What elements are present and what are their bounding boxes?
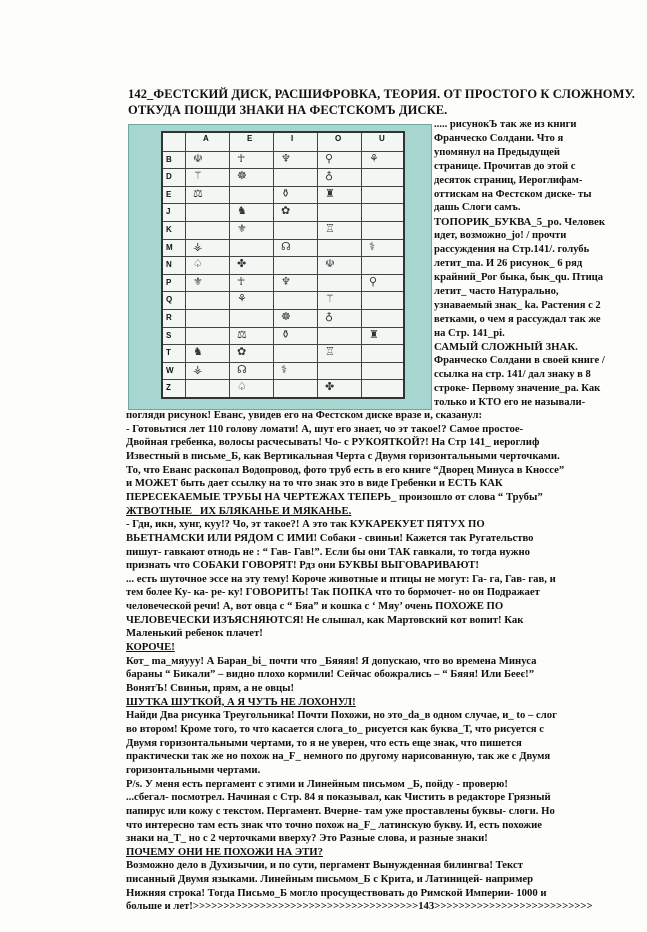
grid-row-line — [163, 186, 403, 187]
right-column-line: ссылка на стр. 141/ дал знаку в 8 — [434, 369, 591, 381]
right-column-line: на Стр. 141_pi. — [434, 327, 505, 339]
grid-column-label: U — [379, 134, 385, 143]
grid-row-line — [163, 309, 403, 310]
grid-column-line — [317, 133, 318, 397]
hieroglyph-icon: ⚶ — [193, 363, 203, 376]
hieroglyph-icon: ⚖ — [237, 328, 247, 341]
body-text-line: больше и лет!>>>>>>>>>>>>>>>>>>>>>>>>>>>>>>>>>>>>>143>>>>>>>>>>>>>>>>>>>>>>>>>> — [126, 900, 593, 913]
right-column-line: строке- Первому значение_ра. Как — [434, 383, 601, 395]
hieroglyph-icon: ♤ — [193, 258, 203, 271]
body-text-line: ВЬЕТНАМСКИ ИЛИ РЯДОМ С ИМИ! Собаки - свиньи! Кажется так Ругательство — [126, 531, 534, 544]
body-text-line: ЧЕЛОВЕЧЕСКИ ИЗЪЯСНЯЮТСЯ! Не слышал, как Мартовский кот вопит! Как — [126, 613, 524, 626]
body-text-line: ...сбегал- посмотрел. Начиная с Стр. 84 я показывал, как Чистить в редакторе Грязный — [126, 791, 551, 804]
grid-row-line — [163, 239, 403, 240]
syllable-grid-figure — [128, 124, 432, 410]
hieroglyph-icon: ♜ — [325, 187, 335, 200]
right-column-line: Франческо Солдани в своей книге / — [434, 355, 605, 367]
right-column-line: Франческо Солдани. Что я — [434, 132, 564, 144]
body-text-line: писанный Двумя языками. Линейным письмом_Б с Крита, и Латиницей- например — [126, 873, 534, 886]
grid-row-label: T — [166, 348, 171, 358]
body-text-line: P/s. У меня есть пергамент с этими и Линейным письмом _Б, пойду - проверю! — [126, 777, 508, 790]
grid-row-label: B — [166, 154, 172, 164]
hieroglyph-icon: ⚱ — [281, 187, 291, 200]
grid-column-line — [229, 133, 230, 397]
body-text-line: человеческой речи! А, вот овца с “ Бяа” и кошка с ‘ Мяу’ очень ПОХОЖЕ ПО — [126, 600, 504, 613]
body-text-line: бараны “ Бикали” – видно плохо кормили! Сейчас обожрались – “ Бяяя! Или Бееє!” — [126, 668, 535, 681]
hieroglyph-icon: ⚚ — [193, 170, 203, 183]
body-text-line: Известный в письме_Б, как Вертикальная Черта с Двумя горизонтальными черточками. — [126, 449, 560, 462]
body-text-line: ВонятЪ! Свиньи, прям, а не овцы! — [126, 682, 295, 694]
grid-column-label: E — [247, 134, 253, 143]
hieroglyph-icon: ⚲ — [369, 275, 378, 288]
grid-column-label: I — [291, 134, 294, 143]
right-column-line: летит_ часто Натурально, — [434, 285, 559, 297]
body-text-line: - Готовьтися лет 110 голову ломати! А, шут его знает, чо эт такое!? Самое простое- — [126, 422, 524, 435]
hieroglyph-icon: ✿ — [237, 346, 247, 359]
right-column-line: узнаваемый знак_ ka. Растения с 2 — [434, 299, 601, 311]
right-column-line: упомянул на Предыдущей — [434, 146, 560, 158]
body-text-line: Маленький ребенок плачет! — [126, 627, 263, 640]
body-text-line: То, что Еванс раскопал Водопровод, фото труб есть в его книге “Дворец Минуса в Кноссе” — [126, 463, 565, 476]
grid-row-label: W — [166, 365, 174, 375]
grid-row-line — [163, 168, 403, 169]
right-column-line: ветками, о чем я рассуждал так же — [434, 313, 601, 325]
grid-row-line — [163, 203, 403, 204]
hieroglyph-icon: ☫ — [325, 258, 335, 271]
right-column-line: оттискам на Фестском диске- ты — [434, 188, 592, 200]
hieroglyph-icon: ⚶ — [193, 240, 203, 253]
right-column-line: рассуждения на Стр.141/. голубь — [434, 244, 590, 256]
grid-column-line — [361, 133, 362, 397]
body-text-line: ... есть шуточное эссе на эту тему! Короче животные и птицы не могут: Га- га, Гав- гав, и — [126, 572, 556, 585]
body-text-line: Кот_ ma_мяууу! А Баран_bi_ почти что _Бяяяя! Я допускаю, что во времена Минуса — [126, 654, 537, 667]
hieroglyph-icon: ⚱ — [281, 328, 291, 341]
body-text-line: признать что СОБАКИ ГОВОРЯТ! Рдз они БУКВЫ ВЫГОВАРИВАЮТ! — [126, 559, 479, 572]
body-text-line: ПЕРЕСЕКАЕМЫЕ ТРУБЫ НА ЧЕРТЕЖАХ ТЕПЕРЬ_ произошло от слова “ Трубы” — [126, 490, 543, 503]
grid-row-label: Z — [166, 383, 171, 393]
body-text-line: КОРОЧЕ! — [126, 641, 175, 654]
hieroglyph-icon: ☊ — [281, 240, 291, 253]
grid-column-label: A — [203, 134, 209, 143]
grid-column-line — [185, 133, 186, 397]
grid-row-line — [163, 291, 403, 292]
syllable-grid-table — [161, 131, 405, 399]
grid-row-label: D — [166, 172, 172, 182]
hieroglyph-icon: ⚚ — [325, 293, 335, 306]
body-text-line: тем более Ку- ка- ре- ку! ГОВОРИТЬ! Так ПОПКА что то бормочет- но он Подражает — [126, 586, 540, 599]
grid-row-label: K — [166, 225, 172, 234]
hieroglyph-icon: ♆ — [281, 152, 291, 165]
grid-row-label: S — [166, 330, 172, 340]
hieroglyph-icon: ♁ — [325, 311, 334, 323]
right-column-line: только и КТО его не называли- — [434, 397, 586, 408]
hieroglyph-icon: ♞ — [193, 346, 203, 359]
right-column-line: САМЫЙ СЛОЖНЫЙ ЗНАК. — [434, 341, 578, 354]
body-text-line: практически так же но похож на_F_ немного по другому нарисованную, так же с Двумя — [126, 750, 551, 763]
hieroglyph-icon: ⚕ — [281, 363, 287, 376]
body-text-line: Двумя горизонтальными чертами, то я не уверен, что есть еще знак, что пишется — [126, 736, 522, 749]
body-text-line: Двойная гребенка, волосы расчесывать! Чо- с РУКОЯТКОЙ?! На Стр 141_ иероглиф — [126, 436, 540, 449]
grid-row-label: N — [166, 260, 172, 270]
hieroglyph-icon: ♖ — [325, 223, 335, 235]
grid-row-label: Q — [166, 295, 173, 305]
grid-row-label: R — [166, 313, 172, 322]
hieroglyph-icon: ♜ — [369, 328, 379, 341]
grid-row-line — [163, 256, 403, 257]
hieroglyph-icon: ☥ — [237, 275, 246, 288]
grid-row-line — [163, 151, 403, 152]
right-column-line: десяток страниц, Иероглифам- — [434, 174, 583, 186]
grid-row-label: J — [166, 207, 171, 217]
hieroglyph-icon: ✤ — [325, 381, 335, 394]
body-text-line: ШУТКА ШУТКОЙ, А Я ЧУТЬ НЕ ЛОХОНУЛ! — [126, 695, 356, 708]
grid-row-label: P — [166, 277, 172, 287]
body-text-line: Нижняя строка! Тогда Письмо_Б могло просуществовать до Римской Империи- 1000 и — [126, 886, 547, 899]
body-text-line: ПОЧЕМУ ОНИ НЕ ПОХОЖИ НА ЭТИ? — [126, 845, 323, 858]
grid-row-line — [163, 362, 403, 363]
hieroglyph-icon: ☊ — [237, 363, 247, 376]
body-text-line: Найди Два рисунка Треугольника! Почти Похожи, но это_da_в одном случае, и_ to – слог — [126, 709, 557, 722]
grid-row-line — [163, 379, 403, 380]
right-column-line: ..... рисунокЪ так же из книги — [434, 119, 577, 130]
page-heading-line-1: 142_ФЕСТСКИЙ ДИСК, РАСШИФРОВКА, ТЕОРИЯ. ОТ ПРОСТОГО К СЛОЖНОМУ. — [128, 87, 635, 101]
hieroglyph-icon: ⚕ — [369, 240, 375, 253]
grid-row-line — [163, 344, 403, 345]
grid-row-label: M — [166, 242, 173, 252]
hieroglyph-icon: ☫ — [193, 152, 203, 165]
body-text-line: папирус или кожу с текстом. Пергамент. Вчерне- там уже проставлены буквы- слоги. Но — [126, 804, 555, 817]
right-column-line: странице. Прочитав до этой с — [434, 160, 576, 172]
hieroglyph-icon: ⚲ — [325, 152, 334, 165]
hieroglyph-icon: ☥ — [237, 152, 246, 165]
hieroglyph-icon: ♤ — [237, 381, 247, 394]
right-column-line: ТОПОРИК_БУКВА_5_ро. Человек — [434, 216, 606, 229]
right-column-line: летит_ma. И 26 рисунок_ 6 ряд — [434, 258, 583, 269]
hieroglyph-icon: ⚜ — [193, 275, 203, 288]
body-text-line: ЖТВОТНЫЕ_ ИХ БЛЯКАНЬЕ И МЯКАНЬЕ. — [126, 504, 352, 517]
hieroglyph-icon: ✿ — [281, 205, 291, 218]
right-column-line: идет, возможно_jo! / прочти — [434, 230, 567, 242]
hieroglyph-icon: ⚖ — [193, 187, 203, 200]
body-text-line: и МОЖЕТ быть дает ссылку на то что знак это в виде Гребенки и ЕСТЬ КАК — [126, 477, 503, 490]
right-column-line: крайний_Рог быка, бык_qu. Птица — [434, 271, 604, 283]
grid-column-line — [273, 133, 274, 397]
hieroglyph-icon: ☸ — [281, 311, 291, 323]
hieroglyph-icon: ⚘ — [237, 293, 247, 306]
body-text-line: во втором! Кроме того, то что касается слога_to_ рисуется как буква_T, что рисуется с — [126, 722, 544, 735]
body-text-line: что интересно там есть знак что точно похож на_F_ латинскую букву. И, есть похожие — [126, 818, 543, 831]
hieroglyph-icon: ⚘ — [369, 152, 379, 165]
grid-row-line — [163, 274, 403, 275]
body-text-line: горизонтальными чертами. — [126, 763, 261, 776]
right-column-line: дашь Слоги самъ. — [434, 202, 521, 214]
body-text-line: Возможно дело в Духизычии, и по сути, пергамент Вынужденная билингва! Текст — [126, 859, 523, 872]
grid-column-label: O — [335, 134, 342, 143]
grid-row-line — [163, 221, 403, 222]
hieroglyph-icon: ♞ — [237, 205, 247, 218]
body-text-line: пишут- гавкают отнодь не : “ Гав- Гав!”. Если бы они ТАК гавкали, то тогда нужно — [126, 545, 530, 558]
page-heading-line-2: ОТКУДА ПОШДИ ЗНАКИ НА ФЕСТСКОМЪ ДИСКЕ. — [128, 103, 448, 117]
hieroglyph-icon: ✤ — [237, 258, 247, 271]
hieroglyph-icon: ⚜ — [237, 223, 247, 235]
grid-row-label: E — [166, 189, 172, 199]
hieroglyph-icon: ☸ — [237, 170, 247, 183]
body-text-line: знаки на_T_ но с 2 черточками вверху? Это Разные слова, и разные знаки! — [126, 832, 488, 845]
hieroglyph-icon: ♁ — [325, 170, 334, 183]
grid-row-line — [163, 327, 403, 328]
body-text-line: - Гдн, икн, хунг, куу!? Чо, эт такое?! А это так КУКАРЕКУЕТ ПЯТУХ ПО — [126, 518, 485, 531]
hieroglyph-icon: ♆ — [281, 275, 291, 288]
body-text-line: погляди рисунок! Еванс, увидев его на Фестском диске вразе и, сказанул: — [126, 409, 483, 421]
hieroglyph-icon: ♖ — [325, 346, 335, 359]
